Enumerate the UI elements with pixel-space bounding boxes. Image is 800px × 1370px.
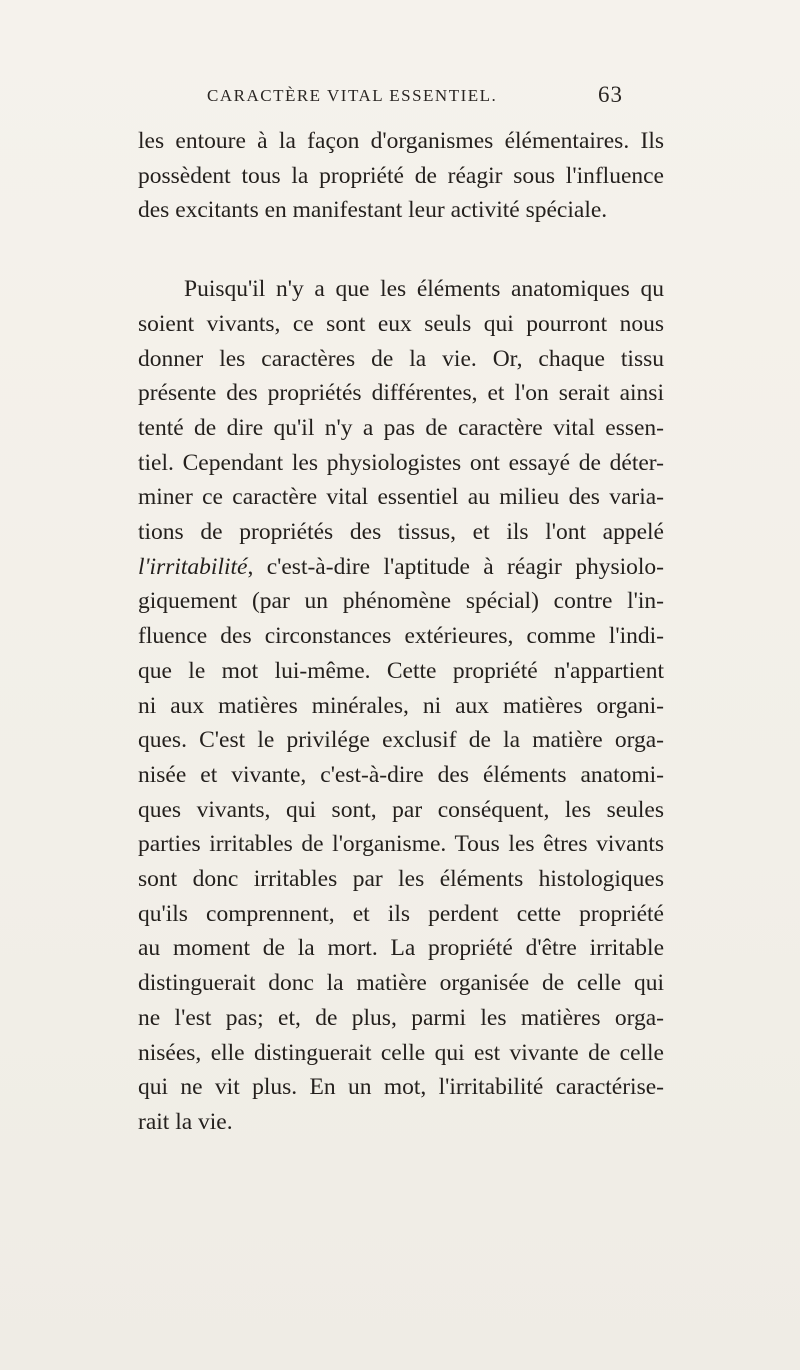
text-line: qui ne vit plus. En un mot, l'irritabilité caractérise-	[138, 1074, 664, 1101]
paragraph-1	[138, 124, 664, 228]
text-line: ne l'est pas; et, de plus, parmi les matières orga-	[138, 1004, 664, 1031]
text-line: tiel. Cependant les physiologistes ont essayé de déter-	[138, 449, 664, 476]
text-line: parties irritables de l'organisme. Tous les êtres vivants	[138, 831, 664, 858]
text-line: donner les caractères de la vie. Or, chaque tissu	[138, 345, 664, 372]
text-line: tenté de dire qu'il n'y a pas de caractère vital essen-	[138, 414, 664, 441]
text-line: ques vivants, qui sont, par conséquent, les seules	[138, 796, 664, 823]
text-line-with-emphasis	[138, 550, 664, 585]
text-line: ni aux matières minérales, ni aux matières organi-	[138, 692, 664, 719]
text-line: possèdent tous la propriété de réagir sous l'influence	[138, 162, 664, 189]
text-line: soient vivants, ce sont eux seuls qui pourront nous	[138, 310, 664, 337]
text-line: Puisqu'il n'y a que les éléments anatomiques qu	[184, 276, 664, 303]
text-line: les entoure à la façon d'organismes élémentaires. Ils	[138, 128, 664, 154]
text-line: miner ce caractère vital essentiel au milieu des varia-	[138, 484, 664, 511]
running-title: CARACTÈRE VITAL ESSENTIEL.	[207, 86, 498, 105]
text-line: des excitants en manifestant leur activité spéciale.	[138, 197, 608, 224]
text-line: giquement (par un phénomène spécial) contre l'in-	[138, 588, 664, 615]
text-line: que le mot lui-même. Cette propriété n'appartient	[138, 657, 664, 684]
text-line: tions de propriétés des tissus, et ils l'ont appelé	[138, 519, 664, 546]
text-line-rest: , c'est-à-dire l'aptitude à réagir physiolo-	[247, 553, 664, 580]
paragraph-2	[138, 272, 664, 1140]
text-line: rait la vie.	[138, 1108, 233, 1135]
text-line: ques. C'est le privilége exclusif de la matière orga-	[138, 727, 664, 754]
text-line: qu'ils comprennent, et ils perdent cette propriété	[138, 900, 664, 927]
body-text	[138, 124, 664, 1140]
text-line: sont donc irritables par les éléments histologiques	[138, 866, 664, 893]
text-line: nisée et vivante, c'est-à-dire des éléments anatomi-	[138, 761, 664, 788]
page-number: 63	[598, 82, 623, 107]
text-line: nisées, elle distinguerait celle qui est vivante de celle	[138, 1039, 664, 1066]
text-line: présente des propriétés différentes, et l'on serait ainsi	[138, 380, 664, 407]
text-line: au moment de la mort. La propriété d'être irritable	[138, 935, 664, 962]
text-line: fluence des circonstances extérieures, comme l'indi-	[138, 623, 664, 650]
text-line: distinguerait donc la matière organisée de celle qui	[138, 970, 664, 997]
running-head	[0, 82, 800, 116]
emphasized-term: l'irritabilité	[138, 553, 248, 580]
